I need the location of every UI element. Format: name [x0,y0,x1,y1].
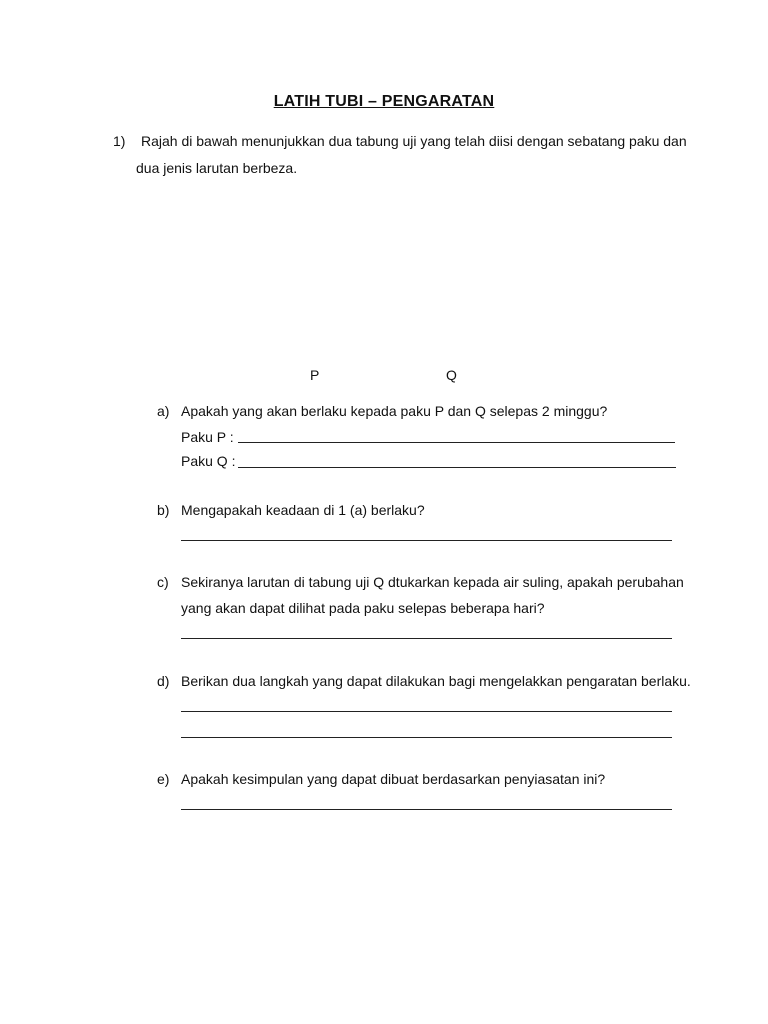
worksheet-title: LATIH TUBI – PENGARATAN [273,93,495,110]
part-e-answer-line[interactable] [181,809,672,810]
test-tube-label-q: Q [446,367,457,383]
part-a-letter: a) [157,403,170,419]
part-d-answer-line-2[interactable] [181,737,672,738]
part-c-question-line-1: Sekiranya larutan di tabung uji Q dtukarkan kepada air suling, apakah perubahan [181,574,684,590]
part-c-question-line-2: yang akan dapat dilihat pada paku selepas beberapa hari? [181,600,545,616]
part-b-question: Mengapakah keadaan di 1 (a) berlaku? [181,502,425,518]
question-text-line-1: Rajah di bawah menunjukkan dua tabung uji yang telah diisi dengan sebatang paku dan [141,133,687,149]
part-b-letter: b) [157,502,170,518]
part-c-answer-line[interactable] [181,638,672,639]
part-e-letter: e) [157,771,170,787]
part-d-letter: d) [157,673,170,689]
question-number: 1) [113,133,126,149]
test-tube-label-p: P [310,367,320,383]
paku-q-answer-line[interactable] [238,467,676,468]
part-d-answer-line-1[interactable] [181,711,672,712]
question-text-line-2: dua jenis larutan berbeza. [136,160,298,176]
part-b-answer-line[interactable] [181,540,672,541]
part-c-letter: c) [157,574,169,590]
paku-q-label: Paku Q : [181,453,236,469]
part-e-question: Apakah kesimpulan yang dapat dibuat berdasarkan penyiasatan ini? [181,771,606,787]
part-a-question: Apakah yang akan berlaku kepada paku P dan Q selepas 2 minggu? [181,403,608,419]
paku-p-answer-line[interactable] [238,442,675,443]
part-d-question: Berikan dua langkah yang dapat dilakukan bagi mengelakkan pengaratan berlaku. [181,673,691,689]
paku-p-label: Paku P : [181,429,234,445]
